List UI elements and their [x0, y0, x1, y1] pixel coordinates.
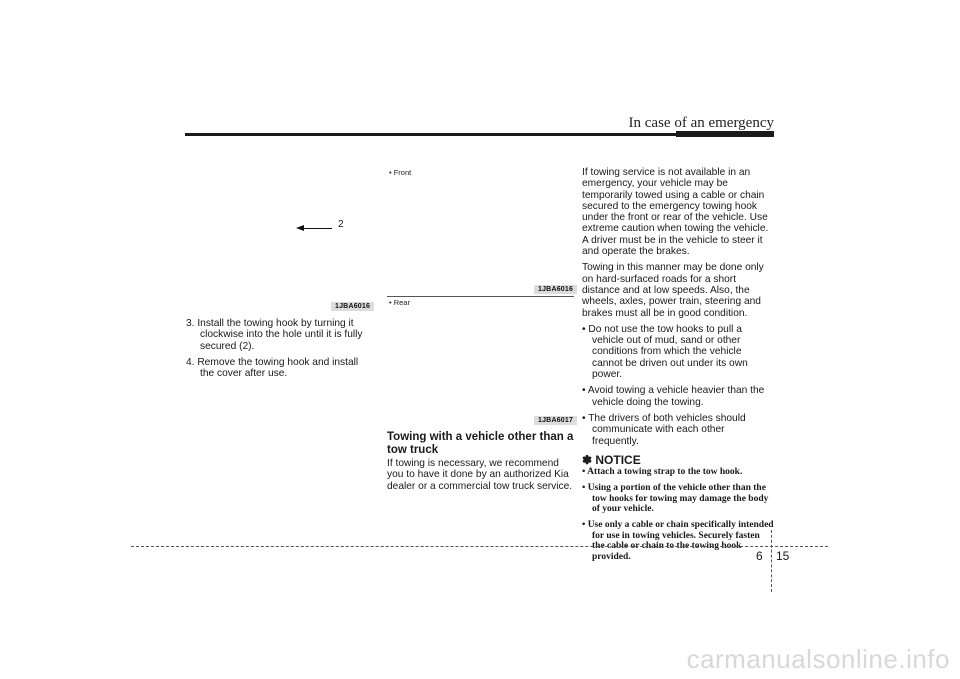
bullet-2: • Avoid towing a vehicle heavier than the vehicle doing the towing.	[582, 385, 765, 408]
paragraph-1: If towing service is not available in an emergency, your vehicle may be temporarily towed using a cable or chain secured to the emergency towing hook under the front or rear of the vehicle. Use extreme caution when towing the vehicle. A driver must be in the vehicle to steer it and operate the brakes.	[582, 167, 769, 258]
front-figure-code: 1JBA6016	[534, 285, 577, 294]
step-3: 3. Install the towing hook by turning it clockwise into the hole until it is fully secured (2).	[186, 318, 363, 352]
callout-number: 2	[338, 219, 344, 230]
chapter-number: 6	[756, 549, 763, 563]
footer-rule	[131, 546, 828, 547]
section-heading: Towing with a vehicle other than a tow truck	[387, 431, 574, 456]
step-4: 4. Remove the towing hook and install the cover after use.	[186, 356, 359, 380]
figure-code: 1JBA6016	[331, 302, 374, 311]
footer-divider	[771, 530, 772, 592]
notice-title: ✽ NOTICE	[582, 452, 641, 467]
install-steps	[186, 318, 372, 384]
rear-label: • Rear	[389, 298, 410, 307]
towing-text: If towing is necessary, we recommend you to have it done by an authorized Kia dealer or a commercial tow truck service.	[387, 458, 573, 492]
rear-figure-code: 1JBA6017	[534, 416, 577, 425]
figure-divider	[387, 296, 574, 297]
notice-item-1: • Attach a towing strap to the tow hook.	[582, 467, 743, 478]
front-label: • Front	[389, 168, 412, 177]
header-rule-accent	[676, 131, 774, 137]
watermark: carmanualsonline.info	[686, 644, 950, 674]
notice-list	[582, 467, 774, 563]
right-column	[582, 167, 774, 568]
notice-item-2: • Using a portion of the vehicle other than the tow hooks for towing may damage the body of your vehicle.	[582, 482, 769, 515]
towing-paragraph	[387, 458, 575, 497]
page-number: 15	[776, 549, 790, 563]
callout-line	[300, 228, 332, 229]
bullet-3: • The drivers of both vehicles should communicate with each other frequently.	[582, 412, 746, 447]
paragraph-2: Towing in this manner may be done only on hard-surfaced roads for a short distance and at low speeds. Also, the wheels, axles, power train, steering and brakes must all be in good condition.	[582, 262, 764, 319]
notice-item-3: • Use only a cable or chain specifically intended for use in towing vehicles. Securely fasten the cable or chain to the towing hook provided.	[582, 519, 774, 563]
bullet-1: • Do not use the tow hooks to pull a vehicle out of mud, sand or other conditions from which the vehicle cannot be driven out under its own power.	[582, 323, 748, 381]
section-title: In case of an emergency	[628, 115, 774, 131]
